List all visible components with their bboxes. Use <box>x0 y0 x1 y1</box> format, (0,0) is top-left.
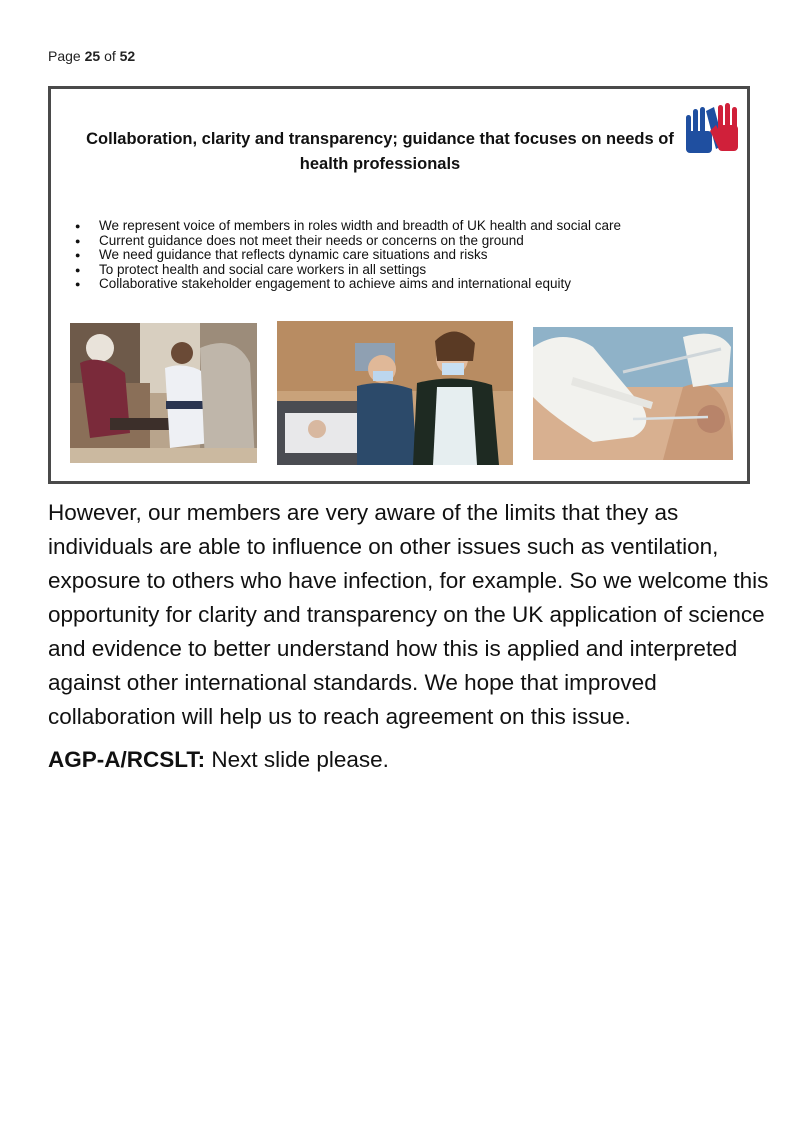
carer-with-elderly-woman-photo <box>70 323 257 463</box>
red-blue-hand-logo-icon <box>684 101 740 159</box>
page-current: 25 <box>84 48 101 64</box>
bullet-item: ● We need guidance that reflects dynamic care situations and risks <box>75 248 621 263</box>
page-number <box>48 48 135 64</box>
page-total: 52 <box>119 48 136 64</box>
bullet-item: ● Current guidance does not meet their needs or concerns on the ground <box>75 234 621 249</box>
masked-care-workers-photo <box>277 321 513 465</box>
page-prefix: Page <box>48 48 81 64</box>
body-paragraph: However, our members are very aware of the limits that they as individuals are able to influence on other issues such as ventilation, exposure to others who have infection, for example. So we welcome this opportunity for clarity and transparency on the UK application of science and evidence to better understand how this is applied and interpreted against other international standards. We hope that improved collaboration will help us to reach agreement on this issue. <box>48 500 769 729</box>
slide-title: Collaboration, clarity and transparency; guidance that focuses on needs of health professionals <box>86 130 674 173</box>
speaker-speech: Next slide please. <box>211 747 389 772</box>
speaker-label: AGP-A/RCSLT: <box>48 747 206 772</box>
bullet-item: ● To protect health and social care workers in all settings <box>75 263 621 278</box>
gloved-hands-nasal-tube-photo <box>533 327 733 460</box>
slide-image <box>48 86 750 484</box>
slide-bullet-list <box>75 219 621 292</box>
speaker-line <box>48 743 389 777</box>
page-separator: of <box>104 48 116 64</box>
bullet-item: ● Collaborative stakeholder engagement to achieve aims and international equity <box>75 277 621 292</box>
bullet-item: ● We represent voice of members in roles width and breadth of UK health and social care <box>75 219 621 234</box>
